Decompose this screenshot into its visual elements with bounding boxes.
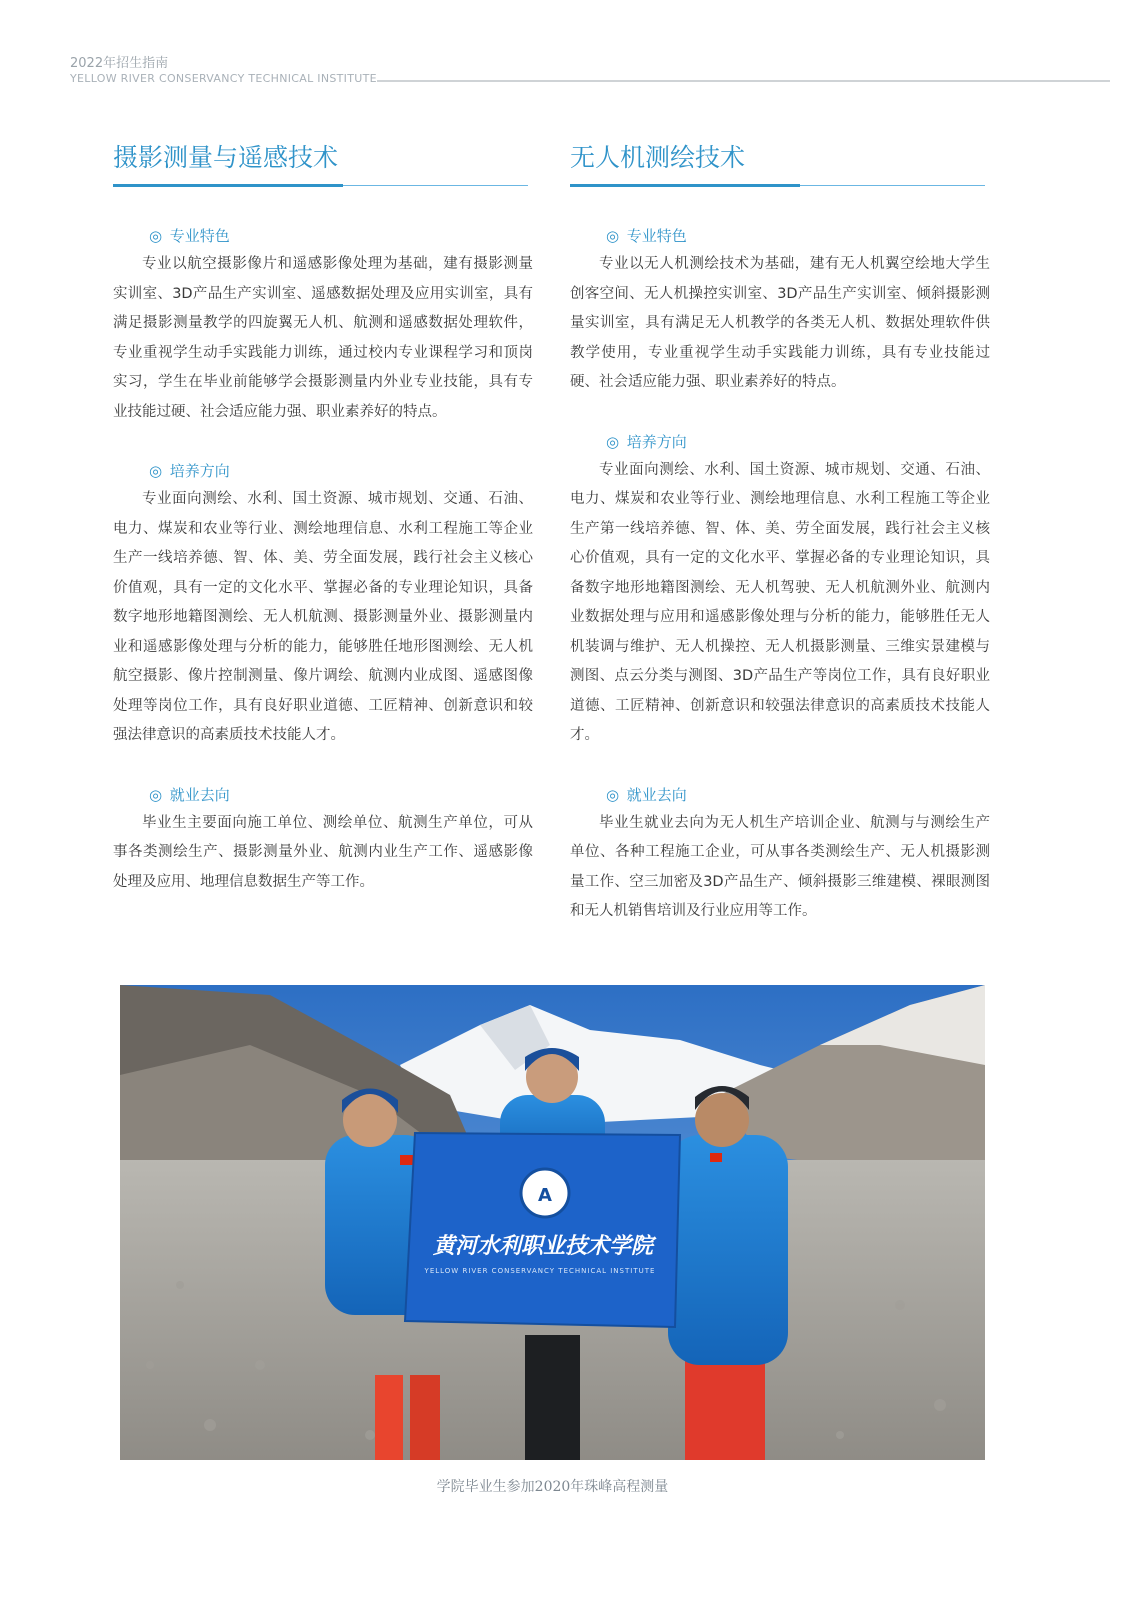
section-heading: ◎ 就业去向: [606, 783, 990, 807]
right-column-uav-surveying: [570, 138, 990, 927]
section-employment: [113, 783, 533, 898]
guide-year-title: 2022年招生指南: [70, 56, 169, 71]
everest-survey-photo: [120, 985, 985, 1460]
bullseye-icon: ◎: [149, 462, 163, 480]
school-flag: [405, 1133, 680, 1327]
bullseye-icon: ◎: [606, 432, 620, 451]
section-body: 专业面向测绘、水利、国土资源、城市规划、交通、石油、电力、煤炭和农业等行业、测绘地理信息、水利工程施工等企业生产一线培养德、智、体、美、劳全面发展，践行社会主义核心价值观，具有一定的文化水平、掌握必备的专业理论知识，具备数字地形地籍图测绘、无人机航测、摄影测量外业、摄影测量内业和遥感影像处理与分析的能力，能够胜任地形图测绘、无人机航空摄影、像片控制测量、像片调绘、航测内业成图、遥感图像处理等岗位工作，具有良好职业道德、工匠精神、创新意识和较强法律意识的高素质技术技能人才。: [113, 491, 533, 743]
flag-school-name: 黄河水利职业技术学院: [432, 1233, 654, 1259]
bullseye-icon: ◎: [606, 785, 620, 804]
section-body: 毕业生主要面向施工单位、测绘单位、航测生产单位，可从事各类测绘生产、摄影测量外业、航测内业生产工作、遥感影像处理及应用、地理信息数据生产等工作。: [113, 814, 533, 890]
section-heading: ◎ 专业特色: [606, 224, 990, 248]
photo-caption: 学院毕业生参加2020年珠峰高程测量: [436, 1479, 669, 1495]
section-features: [113, 224, 533, 427]
major-title-photogrammetry: 摄影测量与遥感技术: [113, 143, 339, 172]
section-body: 专业面向测绘、水利、国土资源、城市规划、交通、石油、电力、煤炭和农业等行业、测绘地理信息、水利工程施工等企业生产第一线培养德、智、体、美、劳全面发展，践行社会主义核心价值观，具有一定的文化水平、掌握必备的专业理论知识，具备数字地形地籍图测绘、无人机驾驶、无人机航测外业、航测内业数据处理与应用和遥感影像处理与分析的能力，能够胜任无人机装调与维护、无人机操控、无人机摄影测量、三维实景建模与测图、点云分类与测图、3D产品生产等岗位工作，具有良好职业道德、工匠精神、创新意识和较强法律意识的高素质技术技能人才。: [570, 461, 990, 743]
section-heading: ◎ 就业去向: [149, 783, 533, 807]
section-training-direction: [113, 459, 533, 751]
page-header: [70, 52, 1110, 92]
section-heading: ◎ 培养方向: [606, 430, 990, 454]
section-body: 专业以航空摄影像片和遥感影像处理为基础，建有摄影测量实训室、3D产品生产实训室、遥感数据处理及应用实训室，具有满足摄影测量教学的四旋翼无人机、航测和遥感数据处理软件，专业重视学生动手实践能力训练，通过校内专业课程学习和顶岗实习，学生在毕业前能够学会摄影测量内外业专业技能，具有专业技能过硬、社会适应能力强、职业素养好的特点。: [113, 256, 533, 420]
section-heading: ◎ 培养方向: [149, 459, 533, 483]
section-body: 专业以无人机测绘技术为基础，建有无人机翼空绘地大学生创客空间、无人机操控实训室、3D产品生产实训室、倾斜摄影测量实训室，具有满足无人机教学的各类无人机、数据处理软件供教学使用，专业重视学生动手实践能力训练，具有专业技能过硬、社会适应能力强、职业素养好的特点。: [570, 256, 990, 390]
header-divider: [377, 80, 1110, 82]
flag-school-name-en: YELLOW RIVER CONSERVANCY TECHNICAL INSTITUTE: [424, 1267, 656, 1275]
section-heading: ◎ 专业特色: [149, 224, 533, 248]
section-features: [570, 224, 990, 398]
bullseye-icon: ◎: [149, 785, 163, 804]
svg-text:A: A: [538, 1185, 552, 1206]
major-title-uav: 无人机测绘技术: [570, 143, 746, 172]
section-body: 毕业生就业去向为无人机生产培训企业、航测与与测绘生产单位、各种工程施工企业，可从事各类测绘生产、无人机摄影测量工作、空三加密及3D产品生产、倾斜摄影三维建模、裸眼测图和无人机销售培训及行业应用等工作。: [570, 814, 990, 919]
title-underline: [113, 182, 533, 192]
bullseye-icon: ◎: [149, 227, 163, 245]
bullseye-icon: ◎: [606, 227, 620, 245]
title-underline: [570, 182, 990, 192]
left-column-photogrammetry: [113, 138, 533, 897]
institute-name: YELLOW RIVER CONSERVANCY TECHNICAL INSTITUTE: [70, 72, 377, 85]
section-training-direction: [570, 430, 990, 751]
section-employment: [570, 783, 990, 927]
